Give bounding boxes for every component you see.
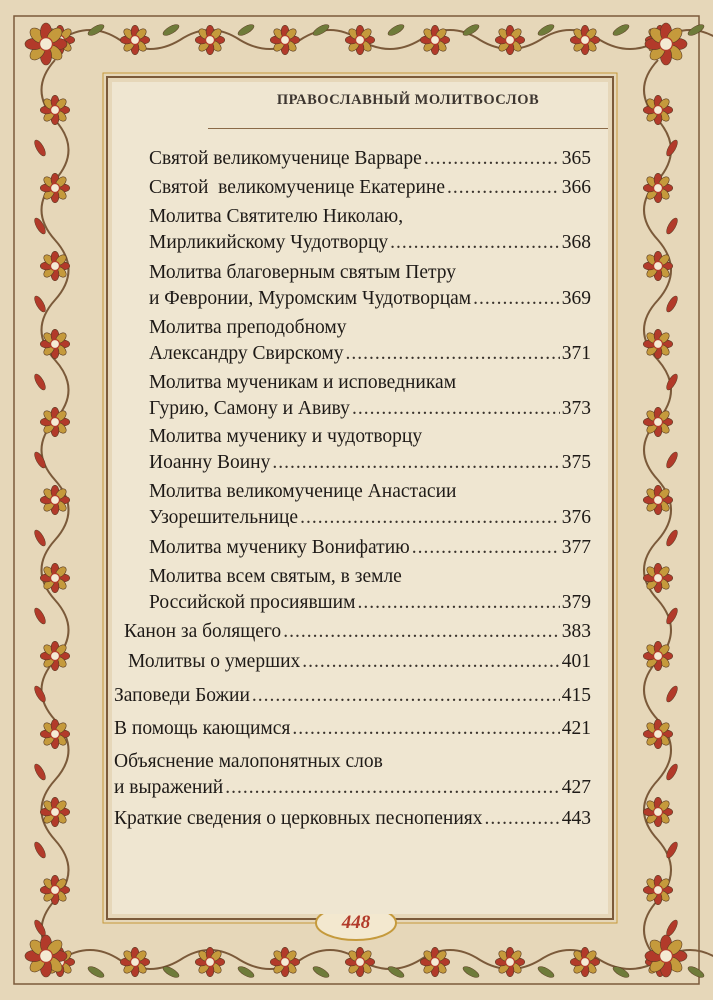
toc-entry-page: 427 xyxy=(561,777,591,798)
toc-entry xyxy=(114,716,591,742)
rosette-ornament xyxy=(120,25,149,54)
toc-entry-title: Краткие сведения о церковных песнопениях xyxy=(114,808,483,829)
toc-dot-leader xyxy=(484,806,559,832)
rosette-ornament xyxy=(495,25,524,54)
toc-entry-page: 377 xyxy=(561,537,591,558)
rosette-ornament xyxy=(120,947,149,976)
toc-entry-title: Узорешительнице xyxy=(149,507,299,528)
content-panel xyxy=(112,82,608,914)
rosette-ornament xyxy=(195,947,224,976)
toc-entry-page: 373 xyxy=(561,398,591,419)
toc-entry xyxy=(149,146,591,172)
toc-entry xyxy=(114,749,591,801)
rosette-ornament xyxy=(25,935,67,977)
rosette-ornament xyxy=(570,25,599,54)
toc-entry-page: 401 xyxy=(561,651,591,672)
toc-entry xyxy=(149,424,591,476)
toc-entry xyxy=(149,535,591,561)
toc-entry-page: 366 xyxy=(561,177,591,198)
toc-dot-leader xyxy=(252,683,560,709)
toc-entry xyxy=(149,564,591,616)
toc-entry-page: 415 xyxy=(561,685,591,706)
rosette-ornament xyxy=(643,875,672,904)
toc-entry-title-line: Молитва всем святым, в земле xyxy=(149,566,402,587)
toc-entry-title: Канон за болящего xyxy=(124,621,282,642)
toc-dot-leader xyxy=(357,590,559,616)
toc-entry xyxy=(128,649,591,675)
toc-entry-title: Российской просиявшим xyxy=(149,592,356,613)
toc-entry-title: Мирликийскому Чудотворцу xyxy=(149,232,389,253)
toc-entry-title: Святой великомученице Екатерине xyxy=(149,177,445,198)
toc-dot-leader xyxy=(225,775,560,801)
toc-entry xyxy=(149,370,591,422)
toc-entry-page: 375 xyxy=(561,452,591,473)
toc-entry-title: Молитвы о умерших xyxy=(128,651,301,672)
toc-dot-leader xyxy=(352,396,560,422)
rosette-ornament xyxy=(643,563,672,592)
toc-entry-page: 379 xyxy=(561,592,591,613)
rosette-ornament xyxy=(195,25,224,54)
rosette-ornament xyxy=(270,25,299,54)
rosette-ornament xyxy=(420,25,449,54)
toc-entry-page: 443 xyxy=(561,808,591,829)
running-header xyxy=(208,82,608,129)
toc-entry-title: и выражений xyxy=(114,777,224,798)
rosette-ornament xyxy=(40,95,69,124)
rosette-ornament xyxy=(40,485,69,514)
toc-entry-title-line: Объяснение малопонятных слов xyxy=(114,751,383,772)
toc-dot-leader xyxy=(390,230,560,256)
toc-dot-leader xyxy=(447,175,560,201)
rosette-ornament xyxy=(40,407,69,436)
rosette-ornament xyxy=(40,797,69,826)
rosette-ornament xyxy=(643,797,672,826)
toc-entry xyxy=(149,175,591,201)
toc-entry-page: 371 xyxy=(561,343,591,364)
rosette-ornament xyxy=(495,947,524,976)
toc-entry-title: Святой великомученице Варваре xyxy=(149,148,422,169)
toc-entry-title-line: Молитва мученикам и исповедникам xyxy=(149,372,457,393)
toc-dot-leader xyxy=(424,146,560,172)
toc-entry-title: Заповеди Божии xyxy=(114,685,250,706)
toc-entry-title-line: Молитва преподобному xyxy=(149,317,347,338)
toc-entry xyxy=(149,479,591,531)
toc-entry-title-line: Молитва мученику и чудотворцу xyxy=(149,426,423,447)
toc-entry-title-line: Молитва благоверным святым Петру xyxy=(149,262,457,283)
rosette-ornament xyxy=(645,23,687,65)
toc-entry-page: 383 xyxy=(561,621,591,642)
rosette-ornament xyxy=(40,875,69,904)
toc-entry xyxy=(114,806,591,832)
rosette-ornament xyxy=(643,407,672,436)
rosette-ornament xyxy=(40,251,69,280)
toc-dot-leader xyxy=(283,619,560,645)
toc-entry-page: 376 xyxy=(561,507,591,528)
toc-dot-leader xyxy=(272,450,559,476)
rosette-ornament xyxy=(420,947,449,976)
rosette-ornament xyxy=(40,329,69,358)
rosette-ornament xyxy=(345,25,374,54)
rosette-ornament xyxy=(643,485,672,514)
rosette-ornament xyxy=(40,719,69,748)
toc-entry-title: Александру Свирскому xyxy=(149,343,344,364)
rosette-ornament xyxy=(40,563,69,592)
toc-entry-title: Молитва мученику Вонифатию xyxy=(149,537,410,558)
toc-entry-page: 369 xyxy=(561,288,591,309)
toc-entry-title: В помощь кающимся xyxy=(114,718,291,739)
toc-entry xyxy=(149,260,591,312)
toc-entry xyxy=(114,683,591,709)
toc-dot-leader xyxy=(302,649,559,675)
rosette-ornament xyxy=(570,947,599,976)
book-title: ПРАВОСЛАВНЫЙ МОЛИТВОСЛОВ xyxy=(276,92,540,108)
toc-entry-title-line: Молитва Святителю Николаю, xyxy=(149,206,404,227)
toc-dot-leader xyxy=(300,505,560,531)
rosette-ornament xyxy=(643,641,672,670)
rosette-ornament xyxy=(643,95,672,124)
toc-entry-page: 365 xyxy=(561,148,591,169)
toc-dot-leader xyxy=(292,716,559,742)
toc-entry-title: Гурию, Самону и Авиву xyxy=(149,398,350,419)
rosette-ornament xyxy=(25,23,67,65)
rosette-ornament xyxy=(643,173,672,202)
rosette-ornament xyxy=(40,641,69,670)
toc-dot-leader xyxy=(412,535,560,561)
rosette-ornament xyxy=(643,329,672,358)
rosette-ornament xyxy=(270,947,299,976)
page-number: 448 xyxy=(341,912,371,933)
rosette-ornament xyxy=(40,173,69,202)
toc-entry xyxy=(149,204,591,256)
rosette-ornament xyxy=(643,251,672,280)
toc-entry xyxy=(149,315,591,367)
rosette-ornament xyxy=(645,935,687,977)
rosette-ornament xyxy=(643,719,672,748)
toc-entry-title: и Февронии, Муромским Чудотворцам xyxy=(149,288,472,309)
toc-dot-leader xyxy=(473,286,560,312)
toc-entry-title-line: Молитва великомученице Анастасии xyxy=(149,481,457,502)
rosette-ornament xyxy=(345,947,374,976)
toc-entry xyxy=(124,619,591,645)
toc-dot-leader xyxy=(346,341,560,367)
toc-entry-page: 368 xyxy=(561,232,591,253)
toc-entry-title: Иоанну Воину xyxy=(149,452,271,473)
toc-entry-page: 421 xyxy=(561,718,591,739)
